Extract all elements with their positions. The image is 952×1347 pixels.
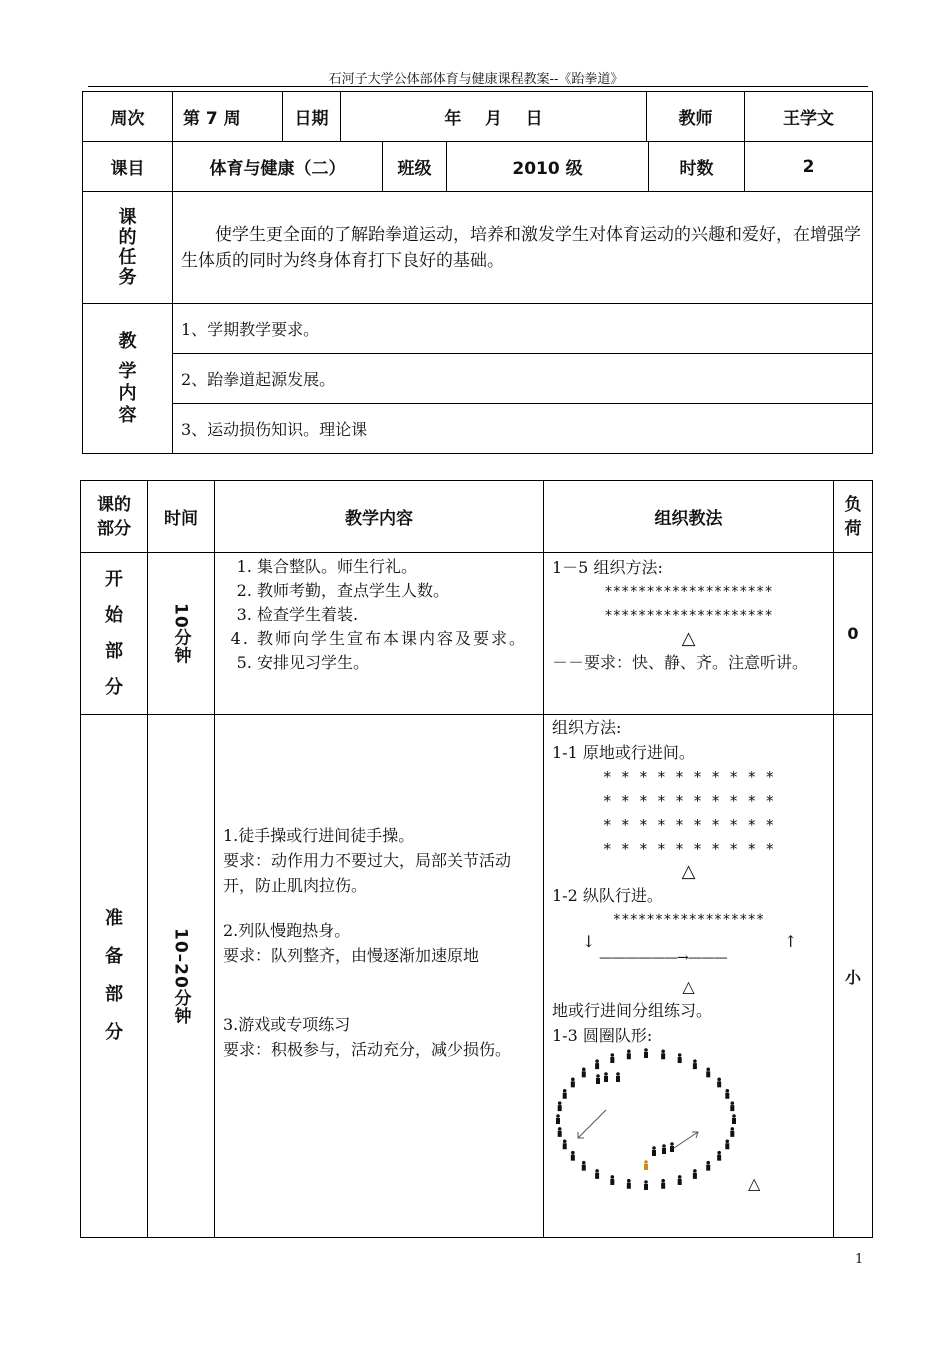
direction-arrow-icon bbox=[578, 1110, 606, 1138]
student-figure-icon bbox=[693, 1059, 697, 1069]
student-figure-icon bbox=[556, 1114, 560, 1124]
prep-star-row-1: * * * * * * * * * * bbox=[602, 768, 775, 786]
prep-org-title: 组织方法: bbox=[552, 718, 622, 737]
student-figure-icon bbox=[596, 1074, 600, 1084]
circle-formation-svg bbox=[544, 1048, 834, 1198]
arrow-up-icon: ↑ bbox=[784, 932, 798, 951]
student-figure-icon bbox=[582, 1161, 586, 1171]
prep-item-3-title: 3.游戏或专项练习 bbox=[223, 1015, 351, 1034]
student-figure-icon bbox=[730, 1101, 734, 1111]
prep-time: 10–20分钟 bbox=[170, 927, 191, 1025]
week-value: 第 7 周 bbox=[173, 92, 283, 142]
student-figure-icon bbox=[670, 1142, 674, 1152]
list-item: 4. 教师向学生宣布本课内容及要求。 bbox=[257, 627, 535, 651]
student-figure-icon bbox=[627, 1049, 631, 1059]
prep-item-2-title: 2.列队慢跑热身。 bbox=[223, 921, 351, 940]
list-item: 1. 集合整队。师生行礼。 bbox=[257, 555, 535, 579]
student-figure-icon bbox=[627, 1179, 631, 1189]
teacher-triangle-icon: △ bbox=[682, 977, 695, 996]
task-text: 使学生更全面的了解跆拳道运动，培养和激发学生对体育运动的兴趣和爱好，在增强学生体质的同时为终身体育打下良好的基础。 bbox=[181, 224, 861, 271]
student-figure-icon bbox=[610, 1053, 614, 1063]
week-label: 周次 bbox=[83, 92, 173, 142]
task-text-cell bbox=[173, 192, 873, 304]
student-figure-icon bbox=[678, 1175, 682, 1185]
start-time: 10分钟 bbox=[170, 602, 191, 665]
student-figure-icon bbox=[571, 1078, 575, 1088]
student-figure-icon bbox=[595, 1169, 599, 1179]
hours-label: 时数 bbox=[649, 142, 745, 192]
start-requirement: －－要求：快、静、齐。注意听讲。 bbox=[552, 653, 809, 672]
content-label: 教 学 内 容 bbox=[118, 330, 137, 426]
student-figure-icon bbox=[595, 1059, 599, 1069]
prep-content-cell bbox=[215, 715, 544, 1238]
start-load: 0 bbox=[834, 553, 873, 715]
lesson-task-table bbox=[82, 191, 873, 454]
student-figure-icon bbox=[563, 1089, 567, 1099]
student-figure-icon bbox=[652, 1146, 656, 1156]
prep-column-stars: ****************** bbox=[612, 912, 765, 928]
prep-item-1-title: 1.徒手操或行进间徒手操。 bbox=[223, 826, 415, 845]
header-part: 课的部分 bbox=[81, 481, 148, 553]
lesson-plan-table bbox=[80, 480, 873, 1238]
student-figure-icon bbox=[661, 1179, 665, 1189]
student-figure-icon bbox=[725, 1139, 729, 1149]
student-figure-icon bbox=[717, 1151, 721, 1161]
content-label-cell bbox=[83, 304, 173, 454]
document-header: 石河子大学公体部体育与健康课程教案--《跆拳道》 bbox=[328, 72, 624, 87]
student-figure-icon bbox=[644, 1180, 648, 1190]
student-figure-icon bbox=[706, 1068, 710, 1078]
prep-load: 小 bbox=[834, 715, 873, 1238]
list-item: 5. 安排见习学生。 bbox=[257, 651, 535, 675]
prep-star-row-2: * * * * * * * * * * bbox=[602, 792, 775, 810]
header-content: 教学内容 bbox=[215, 481, 544, 553]
student-figure-icon bbox=[644, 1160, 648, 1170]
hours-value: 2 bbox=[745, 142, 873, 192]
student-figure-icon bbox=[725, 1089, 729, 1099]
start-part-cell bbox=[81, 553, 148, 715]
student-figure-icon bbox=[730, 1127, 734, 1137]
prep-org-1-1: 1-1 原地或行进间。 bbox=[552, 743, 695, 762]
page-number: 1 bbox=[855, 1252, 864, 1267]
class-label: 班级 bbox=[383, 142, 447, 192]
student-figure-icon bbox=[582, 1068, 586, 1078]
student-figure-icon bbox=[604, 1072, 608, 1082]
start-org-title: 1－5 组织方法: bbox=[552, 558, 663, 577]
student-figure-icon bbox=[558, 1127, 562, 1137]
start-items bbox=[215, 555, 543, 675]
arrow-down-icon: ↓ bbox=[582, 932, 596, 951]
content-item-3: 3、运动损伤知识。理论课 bbox=[173, 404, 873, 454]
teacher-triangle-icon: △ bbox=[748, 1174, 761, 1193]
prep-item-1-req: 要求：动作用力不要过大，局部关节活动开，防止肌肉拉伤。 bbox=[223, 851, 512, 895]
student-figure-icon bbox=[732, 1114, 736, 1124]
start-content-cell bbox=[215, 553, 544, 715]
student-figure-icon bbox=[717, 1078, 721, 1088]
teacher-label: 教师 bbox=[647, 92, 745, 142]
subject-label: 课目 bbox=[83, 142, 173, 192]
student-figure-icon bbox=[616, 1072, 620, 1082]
date-label: 日期 bbox=[283, 92, 341, 142]
start-part-label: 开 始 部 分 bbox=[105, 568, 123, 698]
teacher-value: 王学文 bbox=[745, 92, 873, 142]
start-time-cell bbox=[148, 553, 215, 715]
list-item: 2. 教师考勤，查点学生人数。 bbox=[257, 579, 535, 603]
content-item-2: 2、跆拳道起源发展。 bbox=[173, 354, 873, 404]
start-stars-row-1: ******************** bbox=[604, 584, 773, 600]
lesson-info-table-row2 bbox=[82, 141, 873, 192]
prep-method-cell bbox=[544, 715, 834, 1238]
start-method-cell bbox=[544, 553, 834, 715]
student-figure-icon bbox=[706, 1161, 710, 1171]
column-march-diagram bbox=[544, 932, 833, 976]
student-figure-icon bbox=[558, 1101, 562, 1111]
class-value: 2010 级 bbox=[447, 142, 649, 192]
header-method: 组织教法 bbox=[544, 481, 834, 553]
prep-org-1-3: 1-3 圆圈队形: bbox=[552, 1026, 653, 1045]
prep-time-cell bbox=[148, 715, 215, 1238]
header-rule bbox=[88, 86, 868, 87]
subject-value: 体育与健康（二） bbox=[173, 142, 383, 192]
header-load: 负荷 bbox=[834, 481, 873, 553]
lesson-info-table bbox=[82, 91, 873, 142]
prep-part-cell bbox=[81, 715, 148, 1238]
prep-item-3-req: 要求：积极参与，活动充分，减少损伤。 bbox=[223, 1040, 512, 1059]
date-value: 年 月 日 bbox=[341, 92, 647, 142]
student-figure-icon bbox=[662, 1144, 666, 1154]
student-figure-icon bbox=[563, 1139, 567, 1149]
teacher-triangle-icon: △ bbox=[681, 861, 696, 882]
student-figure-icon bbox=[571, 1151, 575, 1161]
circle-formation-diagram bbox=[544, 1048, 833, 1198]
task-label: 课 的 任 务 bbox=[118, 206, 137, 288]
march-path-line: ——————→——— bbox=[599, 950, 727, 966]
student-figure-icon bbox=[644, 1048, 648, 1058]
prep-star-row-4: * * * * * * * * * * bbox=[602, 840, 775, 858]
prep-part-label: 准 备 部 分 bbox=[105, 908, 123, 1043]
prep-item-2-req: 要求：队列整齐，由慢逐渐加速原地 bbox=[223, 946, 480, 965]
prep-org-1-2: 1-2 纵队行进。 bbox=[552, 886, 663, 905]
student-figure-icon bbox=[693, 1169, 697, 1179]
start-stars-row-2: ******************** bbox=[604, 608, 773, 624]
content-item-1: 1、学期教学要求。 bbox=[173, 304, 873, 354]
student-figure-icon bbox=[678, 1053, 682, 1063]
student-figures bbox=[556, 1048, 736, 1190]
student-figure-icon bbox=[610, 1175, 614, 1185]
teacher-triangle-icon: △ bbox=[681, 628, 696, 649]
task-label-cell bbox=[83, 192, 173, 304]
header-time: 时间 bbox=[148, 481, 215, 553]
student-figure-icon bbox=[661, 1049, 665, 1059]
prep-star-row-3: * * * * * * * * * * bbox=[602, 816, 775, 834]
prep-org-group: 地或行进间分组练习。 bbox=[552, 1001, 713, 1020]
list-item: 3. 检查学生着装. bbox=[257, 603, 535, 627]
direction-arrow-icon bbox=[674, 1132, 698, 1148]
